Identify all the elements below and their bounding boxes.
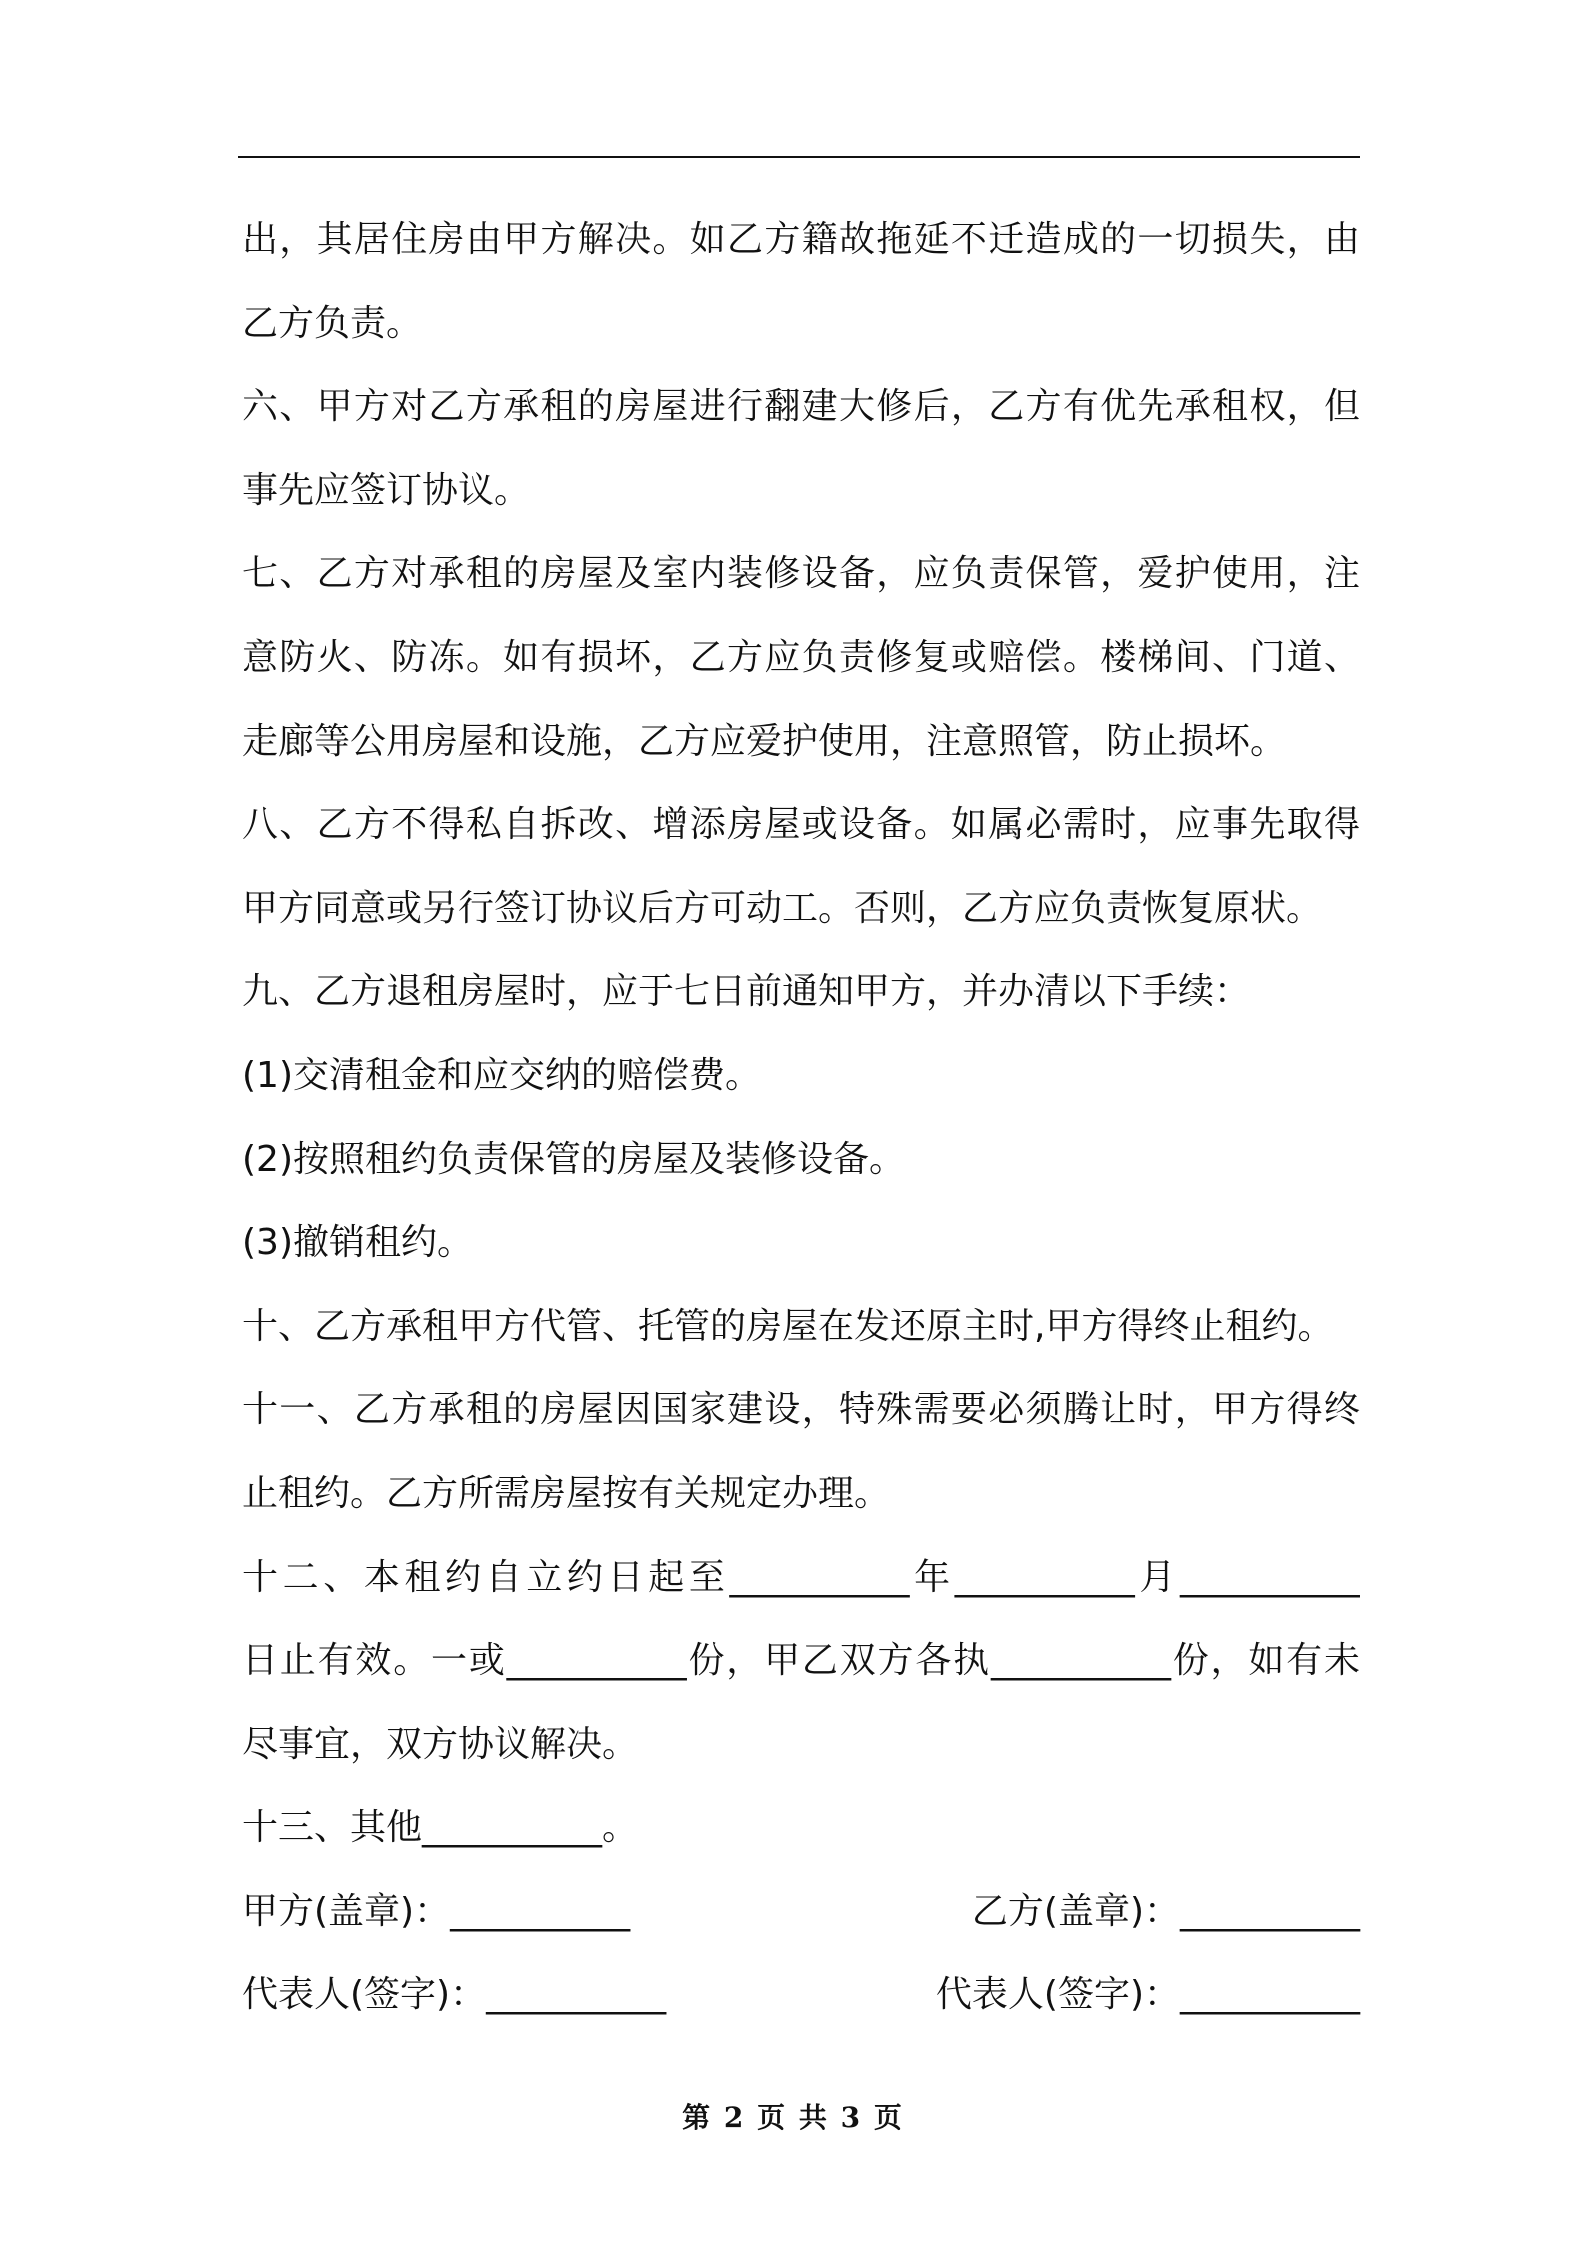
clause-9: 九、乙方退租房屋时，应于七日前通知甲方，并办清以下手续： xyxy=(242,971,1251,1013)
body-line: 乙方负责。 xyxy=(242,302,423,344)
party-a-representative-field: 代表人(签字)：__________ xyxy=(242,1974,667,2016)
body-line: 止租约。乙方所需房屋按有关规定办理。 xyxy=(242,1472,891,1514)
clause-13: 十三、其他__________。 xyxy=(242,1807,639,1849)
representative-row xyxy=(242,1953,1360,2037)
clause-9-item-2: (2)按照租约负责保管的房屋及装修设备。 xyxy=(242,1138,905,1180)
contract-body xyxy=(242,198,1360,2037)
body-line: 甲方同意或另行签订协议后方可动工。否则，乙方应负责恢复原状。 xyxy=(242,887,1323,929)
seal-row xyxy=(242,1870,1360,1954)
body-line: 出，其居住房由甲方解决。如乙方籍故拖延不迁造成的一切损失，由 xyxy=(242,219,1360,260)
page-number: 第 2 页 共 3 页 xyxy=(682,2101,904,2134)
party-b-representative-field: 代表人(签字)：__________ xyxy=(935,1974,1360,2016)
clause-11: 十一、乙方承租的房屋因国家建设，特殊需要必须腾让时，甲方得终 xyxy=(242,1389,1360,1431)
clause-9-item-1: (1)交清租金和应交纳的赔偿费。 xyxy=(242,1054,761,1096)
clause-9-item-3: (3)撤销租约。 xyxy=(242,1222,473,1264)
body-line: 事先应签订协议。 xyxy=(242,469,531,511)
body-line: 尽事宜，双方协议解决。 xyxy=(242,1723,639,1765)
clause-12: 十二、本租约自立约日起至__________年__________月__________ xyxy=(242,1556,1360,1598)
party-b-seal-field: 乙方(盖章)：__________ xyxy=(971,1890,1360,1932)
body-line: 走廊等公用房屋和设施，乙方应爱护使用，注意照管，防止损坏。 xyxy=(242,720,1287,762)
clause-8: 八、乙方不得私自拆改、增添房屋或设备。如属必需时，应事先取得 xyxy=(242,804,1360,846)
clause-10: 十、乙方承租甲方代管、托管的房屋在发还原主时,甲方得终止租约。 xyxy=(242,1305,1334,1347)
body-line: 日止有效。一或__________份，甲乙双方各执__________份，如有未 xyxy=(242,1640,1360,1682)
party-a-seal-field: 甲方(盖章)：__________ xyxy=(242,1890,631,1932)
body-line: 意防火、防冻。如有损坏，乙方应负责修复或赔偿。楼梯间、门道、 xyxy=(242,636,1360,678)
clause-7: 七、乙方对承租的房屋及室内装修设备，应负责保管，爱护使用，注 xyxy=(242,553,1360,595)
header-rule xyxy=(238,156,1360,158)
clause-6: 六、甲方对乙方承租的房屋进行翻建大修后，乙方有优先承租权，但 xyxy=(242,386,1360,428)
